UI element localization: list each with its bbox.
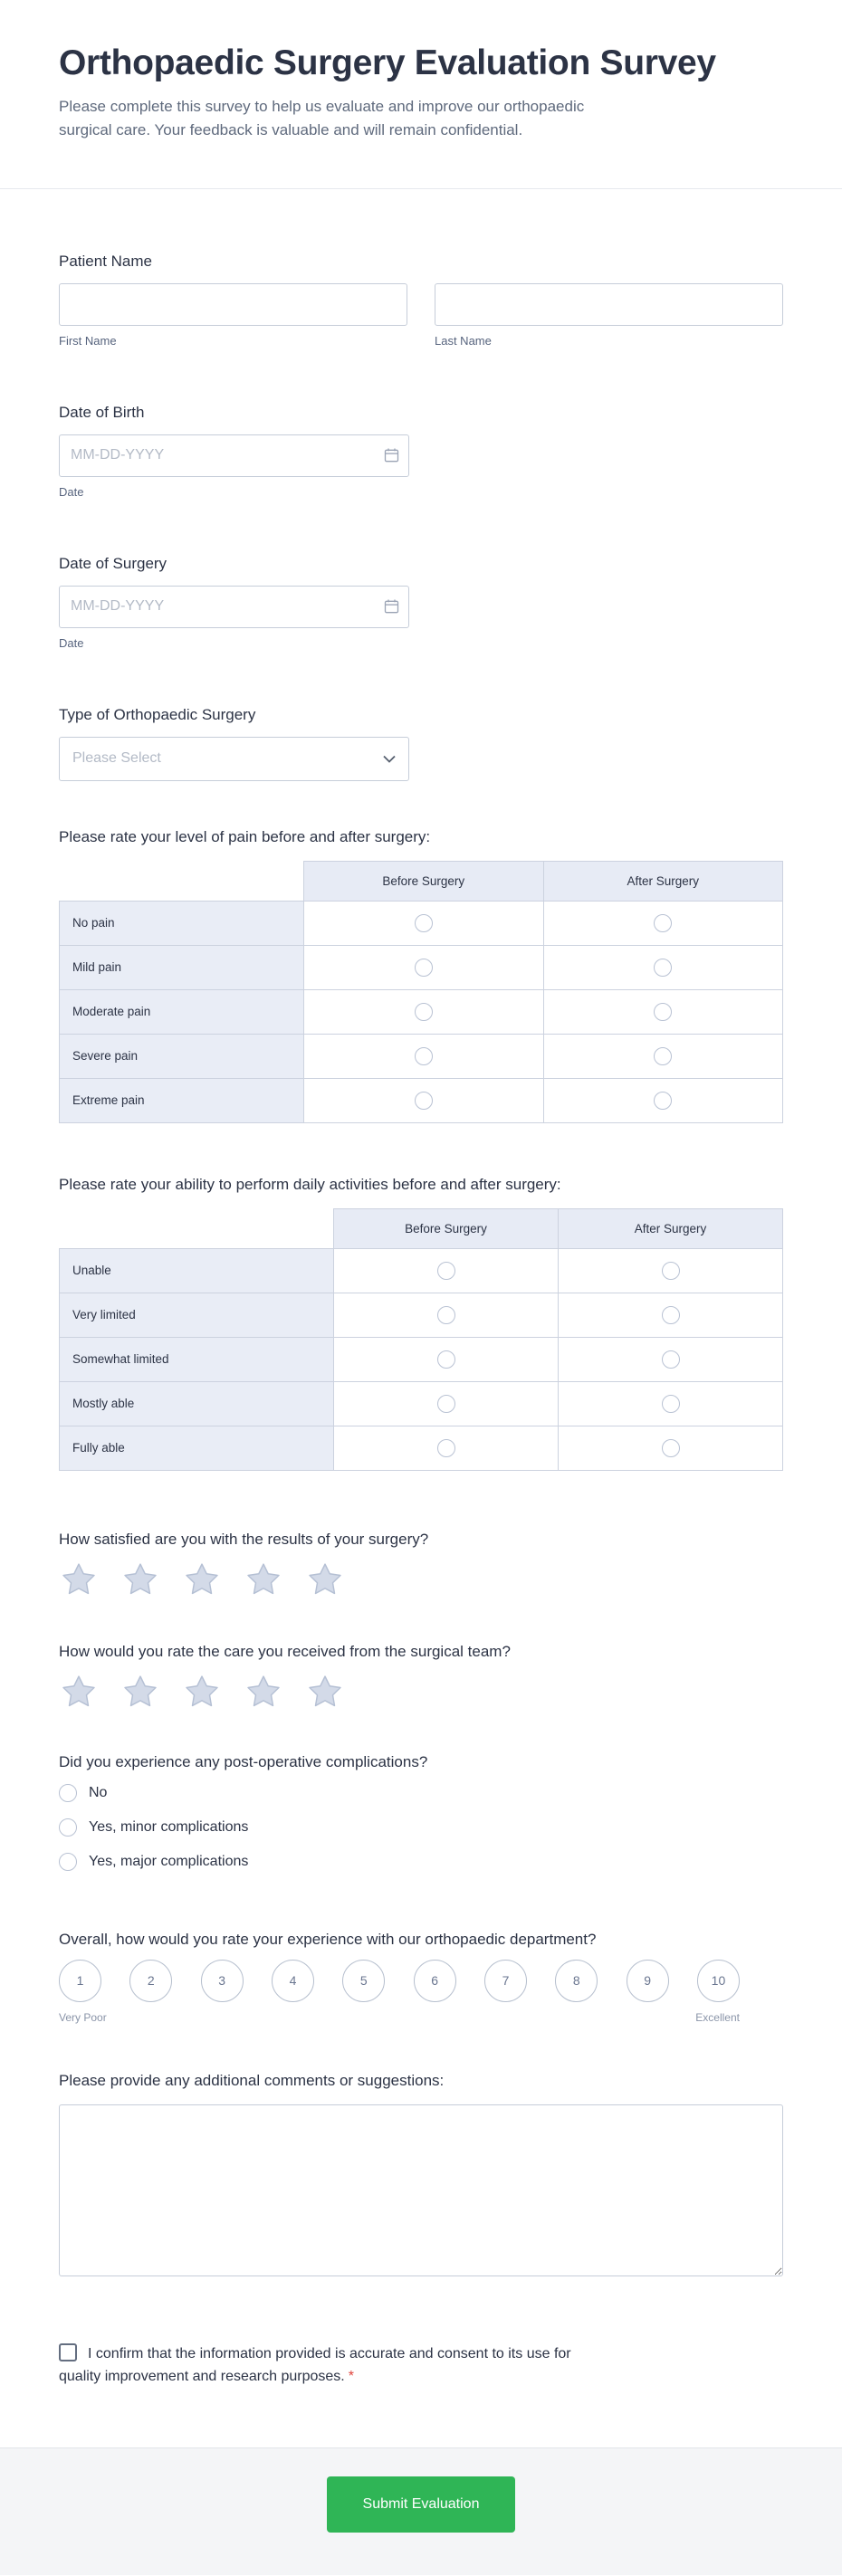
radio-option-label: Yes, minor complications (89, 1818, 249, 1835)
matrix-corner-cell (60, 861, 304, 901)
field-date-of-birth (59, 404, 783, 499)
matrix-radio[interactable] (662, 1262, 680, 1280)
field-satisfaction (59, 1531, 783, 1599)
matrix-radio[interactable] (662, 1439, 680, 1457)
submit-button[interactable]: Submit Evaluation (327, 2476, 516, 2533)
matrix-radio[interactable] (415, 959, 433, 977)
matrix-cell (334, 1248, 559, 1293)
page-title: Orthopaedic Surgery Evaluation Survey (59, 43, 716, 82)
form-footer (0, 2447, 842, 2575)
star-icon[interactable] (305, 1672, 345, 1712)
matrix-radio[interactable] (415, 1092, 433, 1110)
matrix-row-label: Moderate pain (60, 989, 304, 1034)
matrix-cell (334, 1337, 559, 1381)
dob-input[interactable] (59, 434, 409, 477)
first-name-input[interactable] (59, 283, 407, 326)
form-header (0, 0, 842, 188)
matrix-radio[interactable] (662, 1395, 680, 1413)
matrix-radio[interactable] (662, 1350, 680, 1369)
field-pain-matrix (59, 828, 783, 1123)
matrix-row-label: Fully able (60, 1426, 334, 1470)
matrix-cell (304, 1034, 544, 1078)
matrix-cell (559, 1337, 783, 1381)
field-care-rating (59, 1643, 783, 1712)
pain-matrix-table (59, 861, 783, 1123)
matrix-cell (543, 1078, 783, 1122)
matrix-radio[interactable] (654, 1003, 672, 1021)
radio-option[interactable] (59, 1784, 783, 1802)
matrix-cell (334, 1293, 559, 1337)
scale-option[interactable]: 7 (484, 1960, 527, 2002)
care-star-rating (59, 1672, 783, 1712)
question-label: How would you rate the care you received from the surgical team? (59, 1642, 511, 1660)
question-label: Type of Orthopaedic Surgery (59, 705, 256, 723)
star-icon[interactable] (305, 1560, 345, 1599)
matrix-radio[interactable] (415, 1047, 433, 1065)
field-overall-scale (59, 1931, 783, 2024)
question-label: Patient Name (59, 252, 152, 270)
matrix-row (60, 1078, 783, 1122)
matrix-row (60, 945, 783, 989)
matrix-row (60, 1293, 783, 1337)
surgery-date-sublabel: Date (59, 635, 84, 650)
question-label: Did you experience any post-operative complications? (59, 1752, 428, 1770)
matrix-cell (334, 1381, 559, 1426)
matrix-corner-cell (60, 1208, 334, 1248)
star-icon[interactable] (244, 1560, 283, 1599)
matrix-cell (304, 1078, 544, 1122)
star-icon[interactable] (120, 1672, 160, 1712)
required-asterisk: * (348, 2369, 354, 2385)
radio-option[interactable] (59, 1853, 783, 1871)
radio-option-label: Yes, major complications (89, 1853, 249, 1869)
question-label: Overall, how would you rate your experience with our orthopaedic department? (59, 1930, 597, 1948)
matrix-column-header: After Surgery (543, 861, 783, 901)
matrix-cell (543, 901, 783, 945)
matrix-radio[interactable] (437, 1439, 455, 1457)
field-surgery-type (59, 706, 783, 781)
matrix-row (60, 1034, 783, 1078)
scale-option[interactable]: 1 (59, 1960, 101, 2002)
surgery-type-select[interactable] (59, 737, 409, 781)
radio-option[interactable] (59, 1818, 783, 1837)
matrix-row-label: Unable (60, 1248, 334, 1293)
matrix-row-label: Mostly able (60, 1381, 334, 1426)
field-complications (59, 1753, 783, 1871)
matrix-row-label: Mild pain (60, 945, 304, 989)
matrix-cell (559, 1381, 783, 1426)
matrix-row (60, 901, 783, 945)
matrix-radio[interactable] (437, 1306, 455, 1324)
question-label: Please provide any additional comments or suggestions: (59, 2071, 445, 2089)
field-date-of-surgery (59, 555, 783, 650)
question-label: Please rate your ability to perform daily activities before and after surgery: (59, 1175, 561, 1193)
chevron-down-icon (383, 755, 396, 763)
matrix-cell (543, 945, 783, 989)
last-name-sublabel: Last Name (435, 333, 492, 348)
scale-option[interactable]: 9 (627, 1960, 669, 2002)
question-label: Date of Surgery (59, 554, 167, 572)
scale-option[interactable]: 4 (272, 1960, 314, 2002)
matrix-cell (304, 945, 544, 989)
matrix-row (60, 1337, 783, 1381)
matrix-radio[interactable] (662, 1306, 680, 1324)
matrix-radio[interactable] (654, 959, 672, 977)
scale-option[interactable]: 2 (129, 1960, 172, 2002)
matrix-radio[interactable] (437, 1262, 455, 1280)
star-icon[interactable] (59, 1672, 99, 1712)
scale-option[interactable]: 8 (555, 1960, 598, 2002)
calendar-icon[interactable] (384, 448, 399, 463)
star-icon[interactable] (59, 1560, 99, 1599)
comments-textarea[interactable] (59, 2104, 783, 2276)
calendar-icon[interactable] (384, 599, 399, 615)
form-subtitle: Please complete this survey to help us evaluate and improve our orthopaedic surgical care. Your feedback is valuable and will remain confidential. (59, 98, 585, 139)
matrix-row (60, 1426, 783, 1470)
matrix-cell (304, 901, 544, 945)
matrix-row (60, 1248, 783, 1293)
matrix-radio[interactable] (415, 914, 433, 932)
question-label: Date of Birth (59, 403, 145, 421)
matrix-row-label: No pain (60, 901, 304, 945)
star-icon[interactable] (120, 1560, 160, 1599)
consent-checkbox[interactable] (59, 2343, 77, 2361)
matrix-row-label: Very limited (60, 1293, 334, 1337)
scale-option[interactable]: 5 (342, 1960, 385, 2002)
radio-option-label: No (89, 1784, 108, 1800)
radio-button[interactable] (59, 1784, 77, 1802)
matrix-row (60, 1381, 783, 1426)
scale-min-label: Very Poor (59, 2010, 107, 2024)
matrix-column-header: Before Surgery (334, 1208, 559, 1248)
matrix-radio[interactable] (654, 1047, 672, 1065)
matrix-radio[interactable] (415, 1003, 433, 1021)
consent-label: I confirm that the information provided is accurate and consent to its use for quality improvement and research purposes. (59, 2345, 571, 2385)
scale-max-label: Excellent (695, 2010, 740, 2024)
matrix-radio[interactable] (654, 914, 672, 932)
matrix-cell (559, 1293, 783, 1337)
scale-option[interactable]: 3 (201, 1960, 244, 2002)
star-icon[interactable] (244, 1672, 283, 1712)
dob-sublabel: Date (59, 484, 84, 499)
surgery-date-input[interactable] (59, 586, 409, 628)
matrix-column-header: After Surgery (559, 1208, 783, 1248)
scale-option[interactable]: 10 (697, 1960, 740, 2002)
scale-row (59, 1960, 740, 2002)
field-ability-matrix (59, 1176, 783, 1471)
matrix-radio[interactable] (654, 1092, 672, 1110)
field-consent (59, 2342, 783, 2389)
last-name-input[interactable] (435, 283, 783, 326)
matrix-radio[interactable] (437, 1395, 455, 1413)
radio-button[interactable] (59, 1818, 77, 1837)
consent-field (59, 2342, 595, 2389)
star-icon[interactable] (182, 1672, 222, 1712)
matrix-cell (543, 1034, 783, 1078)
field-comments (59, 2072, 783, 2281)
satisfaction-star-rating (59, 1560, 783, 1599)
star-icon[interactable] (182, 1560, 222, 1599)
matrix-row (60, 989, 783, 1034)
question-label: Please rate your level of pain before and after surgery: (59, 827, 431, 845)
radio-button[interactable] (59, 1853, 77, 1871)
matrix-cell (334, 1426, 559, 1470)
matrix-cell (304, 989, 544, 1034)
matrix-row-label: Severe pain (60, 1034, 304, 1078)
field-patient-name (59, 253, 783, 348)
ability-matrix-table (59, 1208, 783, 1471)
matrix-cell (559, 1426, 783, 1470)
matrix-cell (559, 1248, 783, 1293)
matrix-cell (543, 989, 783, 1034)
question-label: How satisfied are you with the results of your surgery? (59, 1530, 429, 1548)
scale-option[interactable]: 6 (414, 1960, 456, 2002)
form-body (0, 189, 842, 2389)
first-name-sublabel: First Name (59, 333, 117, 348)
matrix-radio[interactable] (437, 1350, 455, 1369)
matrix-row-label: Somewhat limited (60, 1337, 334, 1381)
matrix-column-header: Before Surgery (304, 861, 544, 901)
select-placeholder: Please Select (72, 750, 161, 767)
matrix-row-label: Extreme pain (60, 1078, 304, 1122)
